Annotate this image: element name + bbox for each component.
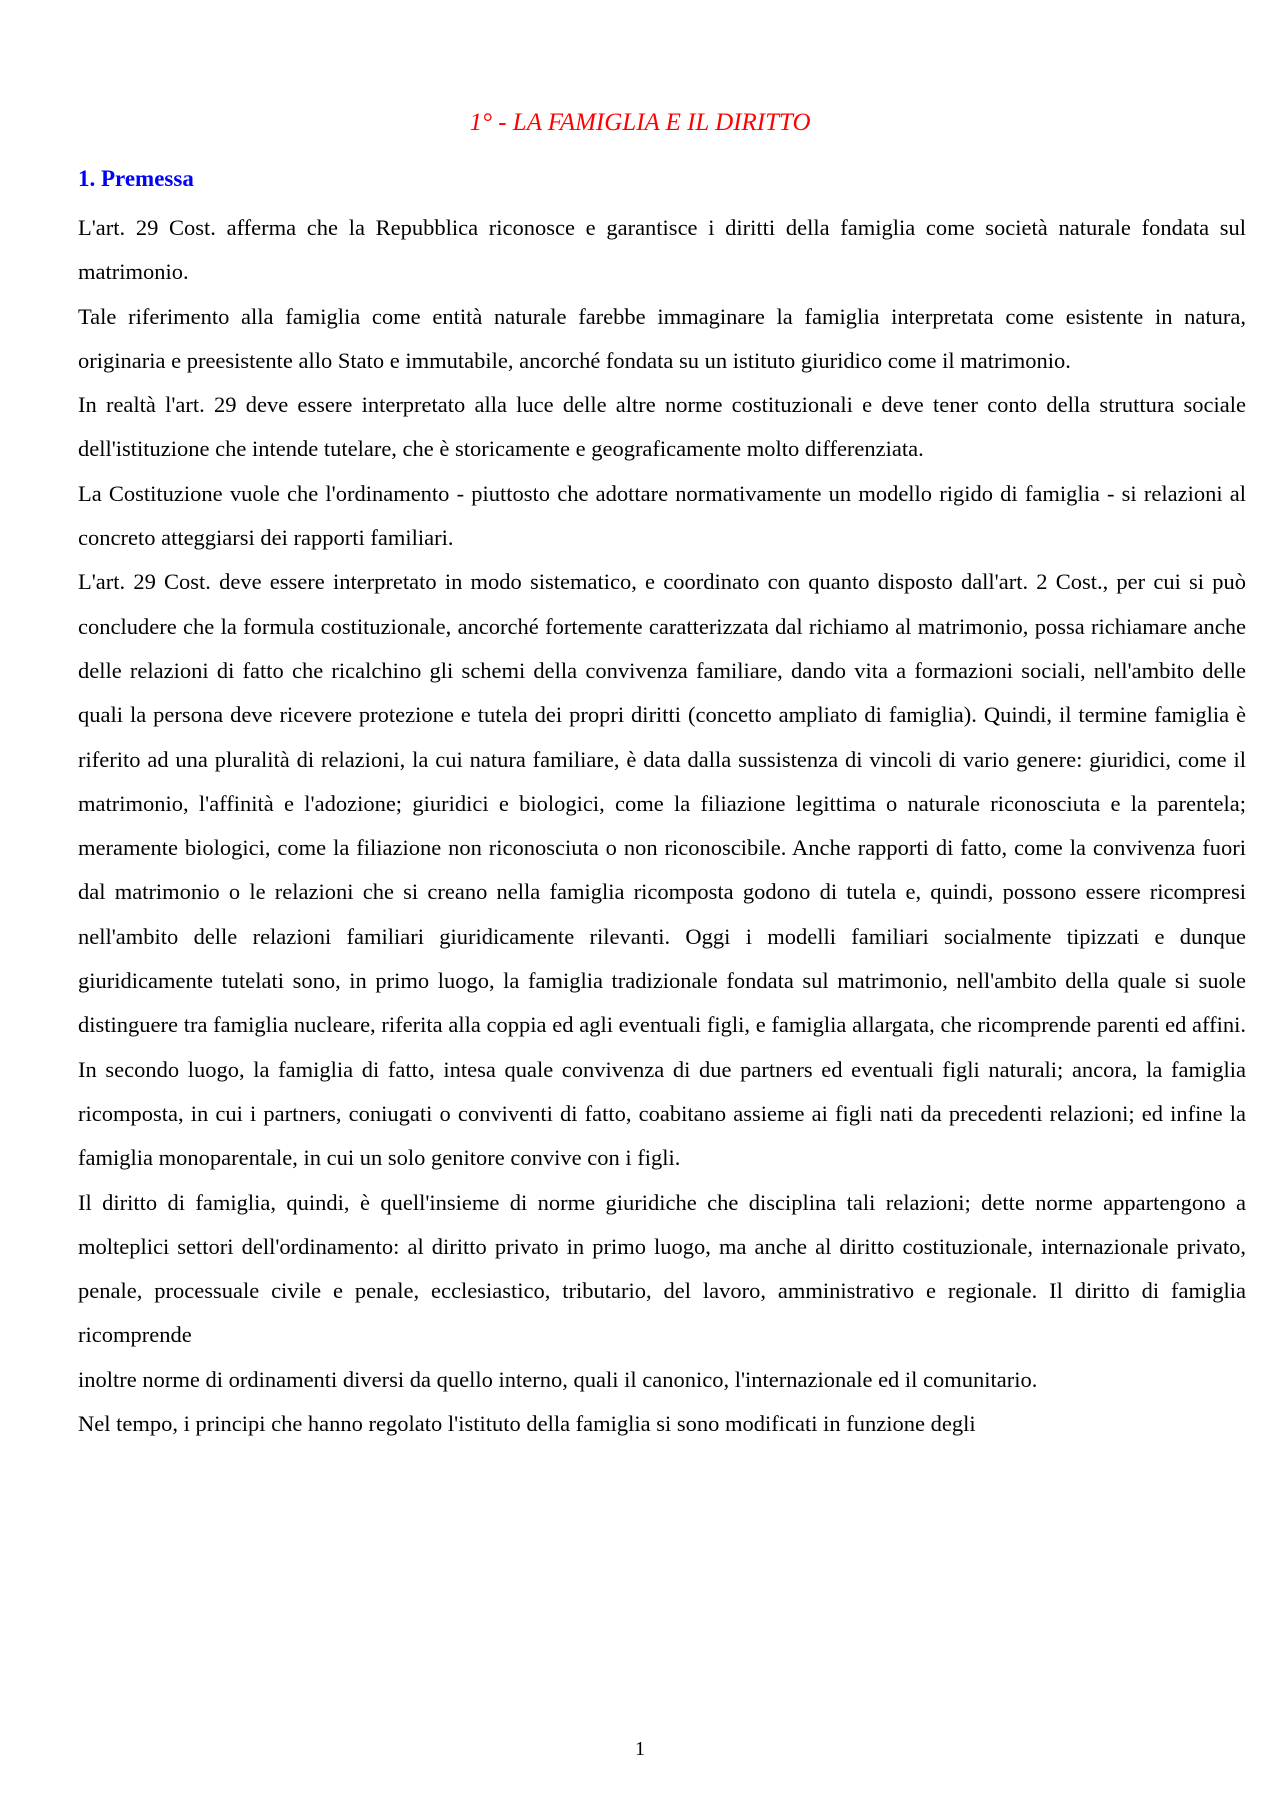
paragraph: In realtà l'art. 29 deve essere interpretato alla luce delle altre norme costituzionali e deve tener conto della struttura sociale dell'istituzione che intende tutelare, che è storicamente e geograficamente molto differenziata. <box>78 392 1246 462</box>
document-body <box>78 206 1246 1446</box>
section-heading: 1. Premessa <box>78 166 194 191</box>
paragraph: La Costituzione vuole che l'ordinamento - piuttosto che adottare normativamente un modello rigido di famiglia - si relazioni al concreto atteggiarsi dei rapporti familiari. <box>78 480 1246 551</box>
paragraph: inoltre norme di ordinamenti diversi da quello interno, quali il canonico, l'internazionale ed il comunitario. <box>78 1366 1038 1392</box>
paragraph: L'art. 29 Cost. afferma che la Repubblica riconosce e garantisce i diritti della famiglia come società naturale fondata sul matrimonio. <box>78 215 1246 285</box>
page-number: 1 <box>635 1738 645 1760</box>
paragraph: L'art. 29 Cost. deve essere interpretato in modo sistematico, e coordinato con quanto disposto dall'art. 2 Cost., per cui si può concludere che la formula costituzionale, ancorché fortemente caratterizzata dal richiamo al matrimonio, possa richiamare anche delle relazioni di fatto che ricalchino gli schemi della convivenza familiare, dando vita a formazioni sociali, nell'ambito delle quali la persona deve ricevere protezione e tutela dei propri diritti (concetto ampliato di famiglia). Quindi, il termine famiglia è riferito ad una pluralità di relazioni, la cui natura familiare, è data dalla sussistenza di vincoli di vario genere: giuridici, come il matrimonio, l'affinità e l'adozione; giuridici e biologici, come la filiazione legittima o naturale riconosciuta e la parentela; meramente biologici, come la filiazione non riconosciuta o non riconoscibile. Anche rapporti di fatto, come la convivenza fuori dal matrimonio o le relazioni che si creano nella famiglia ricomposta godono di tutela e, quindi, possono essere ricompresi nell'ambito delle relazioni familiari giuridicamente rilevanti. Oggi i modelli familiari socialmente tipizzati e dunque giuridicamente tutelati sono, in primo luogo, la famiglia tradizionale fondata sul matrimonio, nell'ambito della quale si suole distinguere tra famiglia nucleare, riferita alla coppia ed agli eventuali figli, e famiglia allargata, che ricomprende parenti ed affini. In secondo luogo, la famiglia di fatto, intesa quale convivenza di due partners ed eventuali figli naturali; ancora, la famiglia ricomposta, in cui i partners, coniugati o conviventi di fatto, coabitano assieme ai figli nati da precedenti relazioni; ed infine la famiglia monoparentale, in cui un solo genitore convive con i figli. <box>78 569 1246 1171</box>
paragraph: Il diritto di famiglia, quindi, è quell'insieme di norme giuridiche che disciplina tali relazioni; dette norme appartengono a molteplici settori dell'ordinamento: al diritto privato in primo luogo, ma anche al diritto costituzionale, internazionale privato, penale, processuale civile e penale, ecclesiastico, tributario, del lavoro, amministrativo e regionale. Il diritto di famiglia ricomprende <box>78 1189 1246 1348</box>
paragraph: Tale riferimento alla famiglia come entità naturale farebbe immaginare la famiglia interpretata come esistente in natura, originaria e preesistente allo Stato e immutabile, ancorché fondata su un istituto giuridico come il matrimonio. <box>78 303 1246 373</box>
chapter-title: 1° - LA FAMIGLIA E IL DIRITTO <box>469 109 811 136</box>
paragraph: Nel tempo, i principi che hanno regolato l'istituto della famiglia si sono modificati in funzione degli <box>78 1411 976 1437</box>
